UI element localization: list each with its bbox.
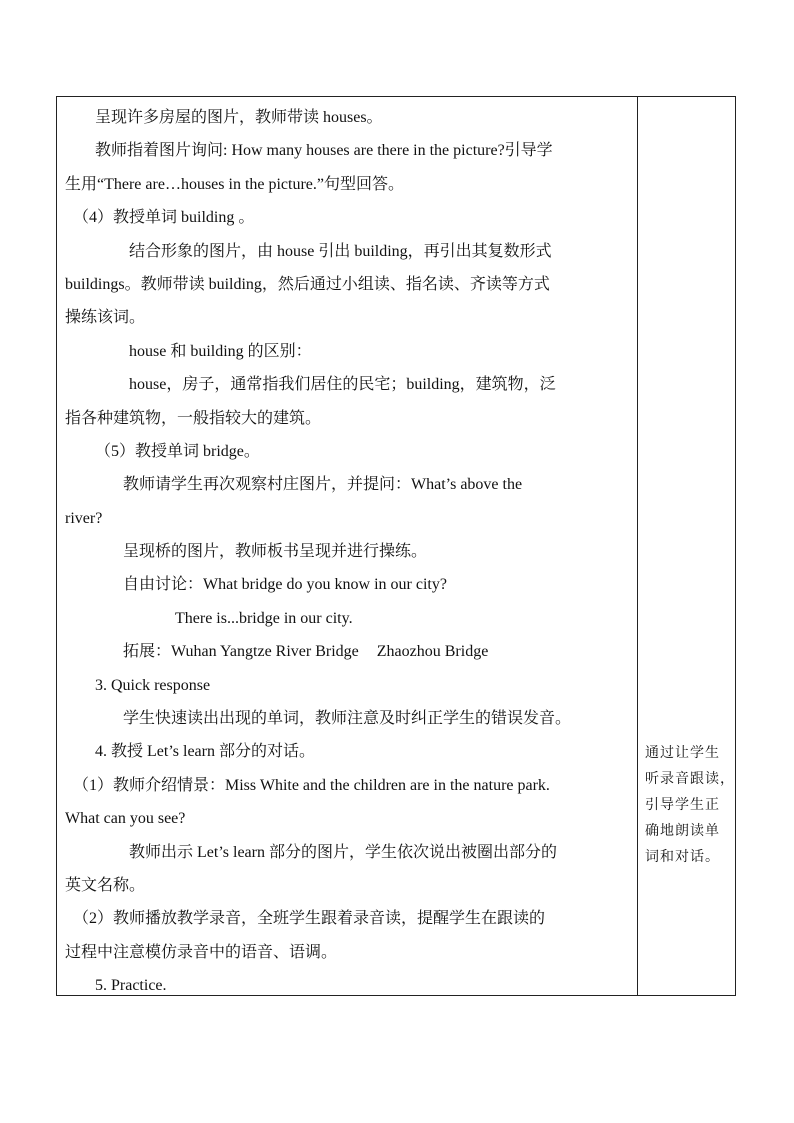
text-line: river?	[65, 509, 103, 527]
text-line: 呈现许多房屋的图片，教师带读 houses。	[95, 109, 383, 126]
text-line: 3. Quick response	[95, 676, 211, 694]
text-line: 操练该词。	[65, 309, 146, 327]
text-line: house，房子，通常指我们居住的民宅；building，建筑物，泛	[129, 376, 556, 394]
text-line: 生用“There are…houses in the picture.”句型回答。	[65, 175, 405, 193]
text-line: 自由讨论：What bridge do you know in our city?	[123, 576, 447, 594]
text-line: There is...bridge in our city.	[175, 609, 353, 627]
design-intent-cell	[645, 741, 733, 871]
text-line: （5）教授单词 bridge。	[95, 442, 260, 460]
text-line: 英文名称。	[65, 876, 146, 894]
text-line: 4. 教授 Let’s learn 部分的对话。	[95, 743, 315, 761]
text-line: buildings。教师带读 building，然后通过小组读、指名读、齐读等方式	[65, 275, 550, 293]
text-line: 教师指着图片询问: How many houses are there in the picture?引导学	[95, 142, 553, 160]
text-line: 结合形象的图片，由 house 引出 building，再引出其复数形式	[129, 242, 552, 260]
side-note-line: 词和对话。	[645, 850, 720, 865]
side-note-line: 确地朗读单	[645, 824, 720, 839]
text-line: 过程中注意模仿录音中的语音、语调。	[65, 943, 338, 961]
side-note-line: 听录音跟读，	[645, 772, 735, 787]
text-line: 教师请学生再次观察村庄图片，并提问：What’s above the	[123, 476, 523, 494]
text-line: 指各种建筑物，一般指较大的建筑。	[65, 409, 322, 427]
text-line: 教师出示 Let’s learn 部分的图片，学生依次说出被圈出部分的	[129, 843, 557, 861]
text-line: 呈现桥的图片，教师板书呈现并进行操练。	[123, 543, 428, 561]
teaching-procedure-cell	[65, 101, 631, 1003]
text-line: 5. Practice.	[95, 977, 167, 995]
text-line: 学生快速读出出现的单词，教师注意及时纠正学生的错误发音。	[123, 710, 572, 728]
text-line: （1）教师介绍情景：Miss White and the children are in the nature park.	[73, 776, 550, 794]
text-line: What can you see?	[65, 810, 186, 828]
text-line: （2）教师播放教学录音，全班学生跟着录音读，提醒学生在跟读的	[73, 910, 546, 928]
text-line: （4）教授单词 building 。	[73, 209, 255, 227]
column-divider	[637, 97, 638, 995]
lesson-plan-table	[56, 96, 736, 996]
text-line	[65, 635, 631, 668]
extension-bridge-2: Zhaozhou Bridge	[376, 643, 489, 661]
side-note-line: 引导学生正	[645, 798, 720, 813]
extension-bridge-1: 拓展：Wuhan Yangtze River Bridge	[123, 643, 359, 661]
text-line: house 和 building 的区别：	[129, 342, 312, 360]
side-note-line: 通过让学生	[645, 746, 720, 761]
